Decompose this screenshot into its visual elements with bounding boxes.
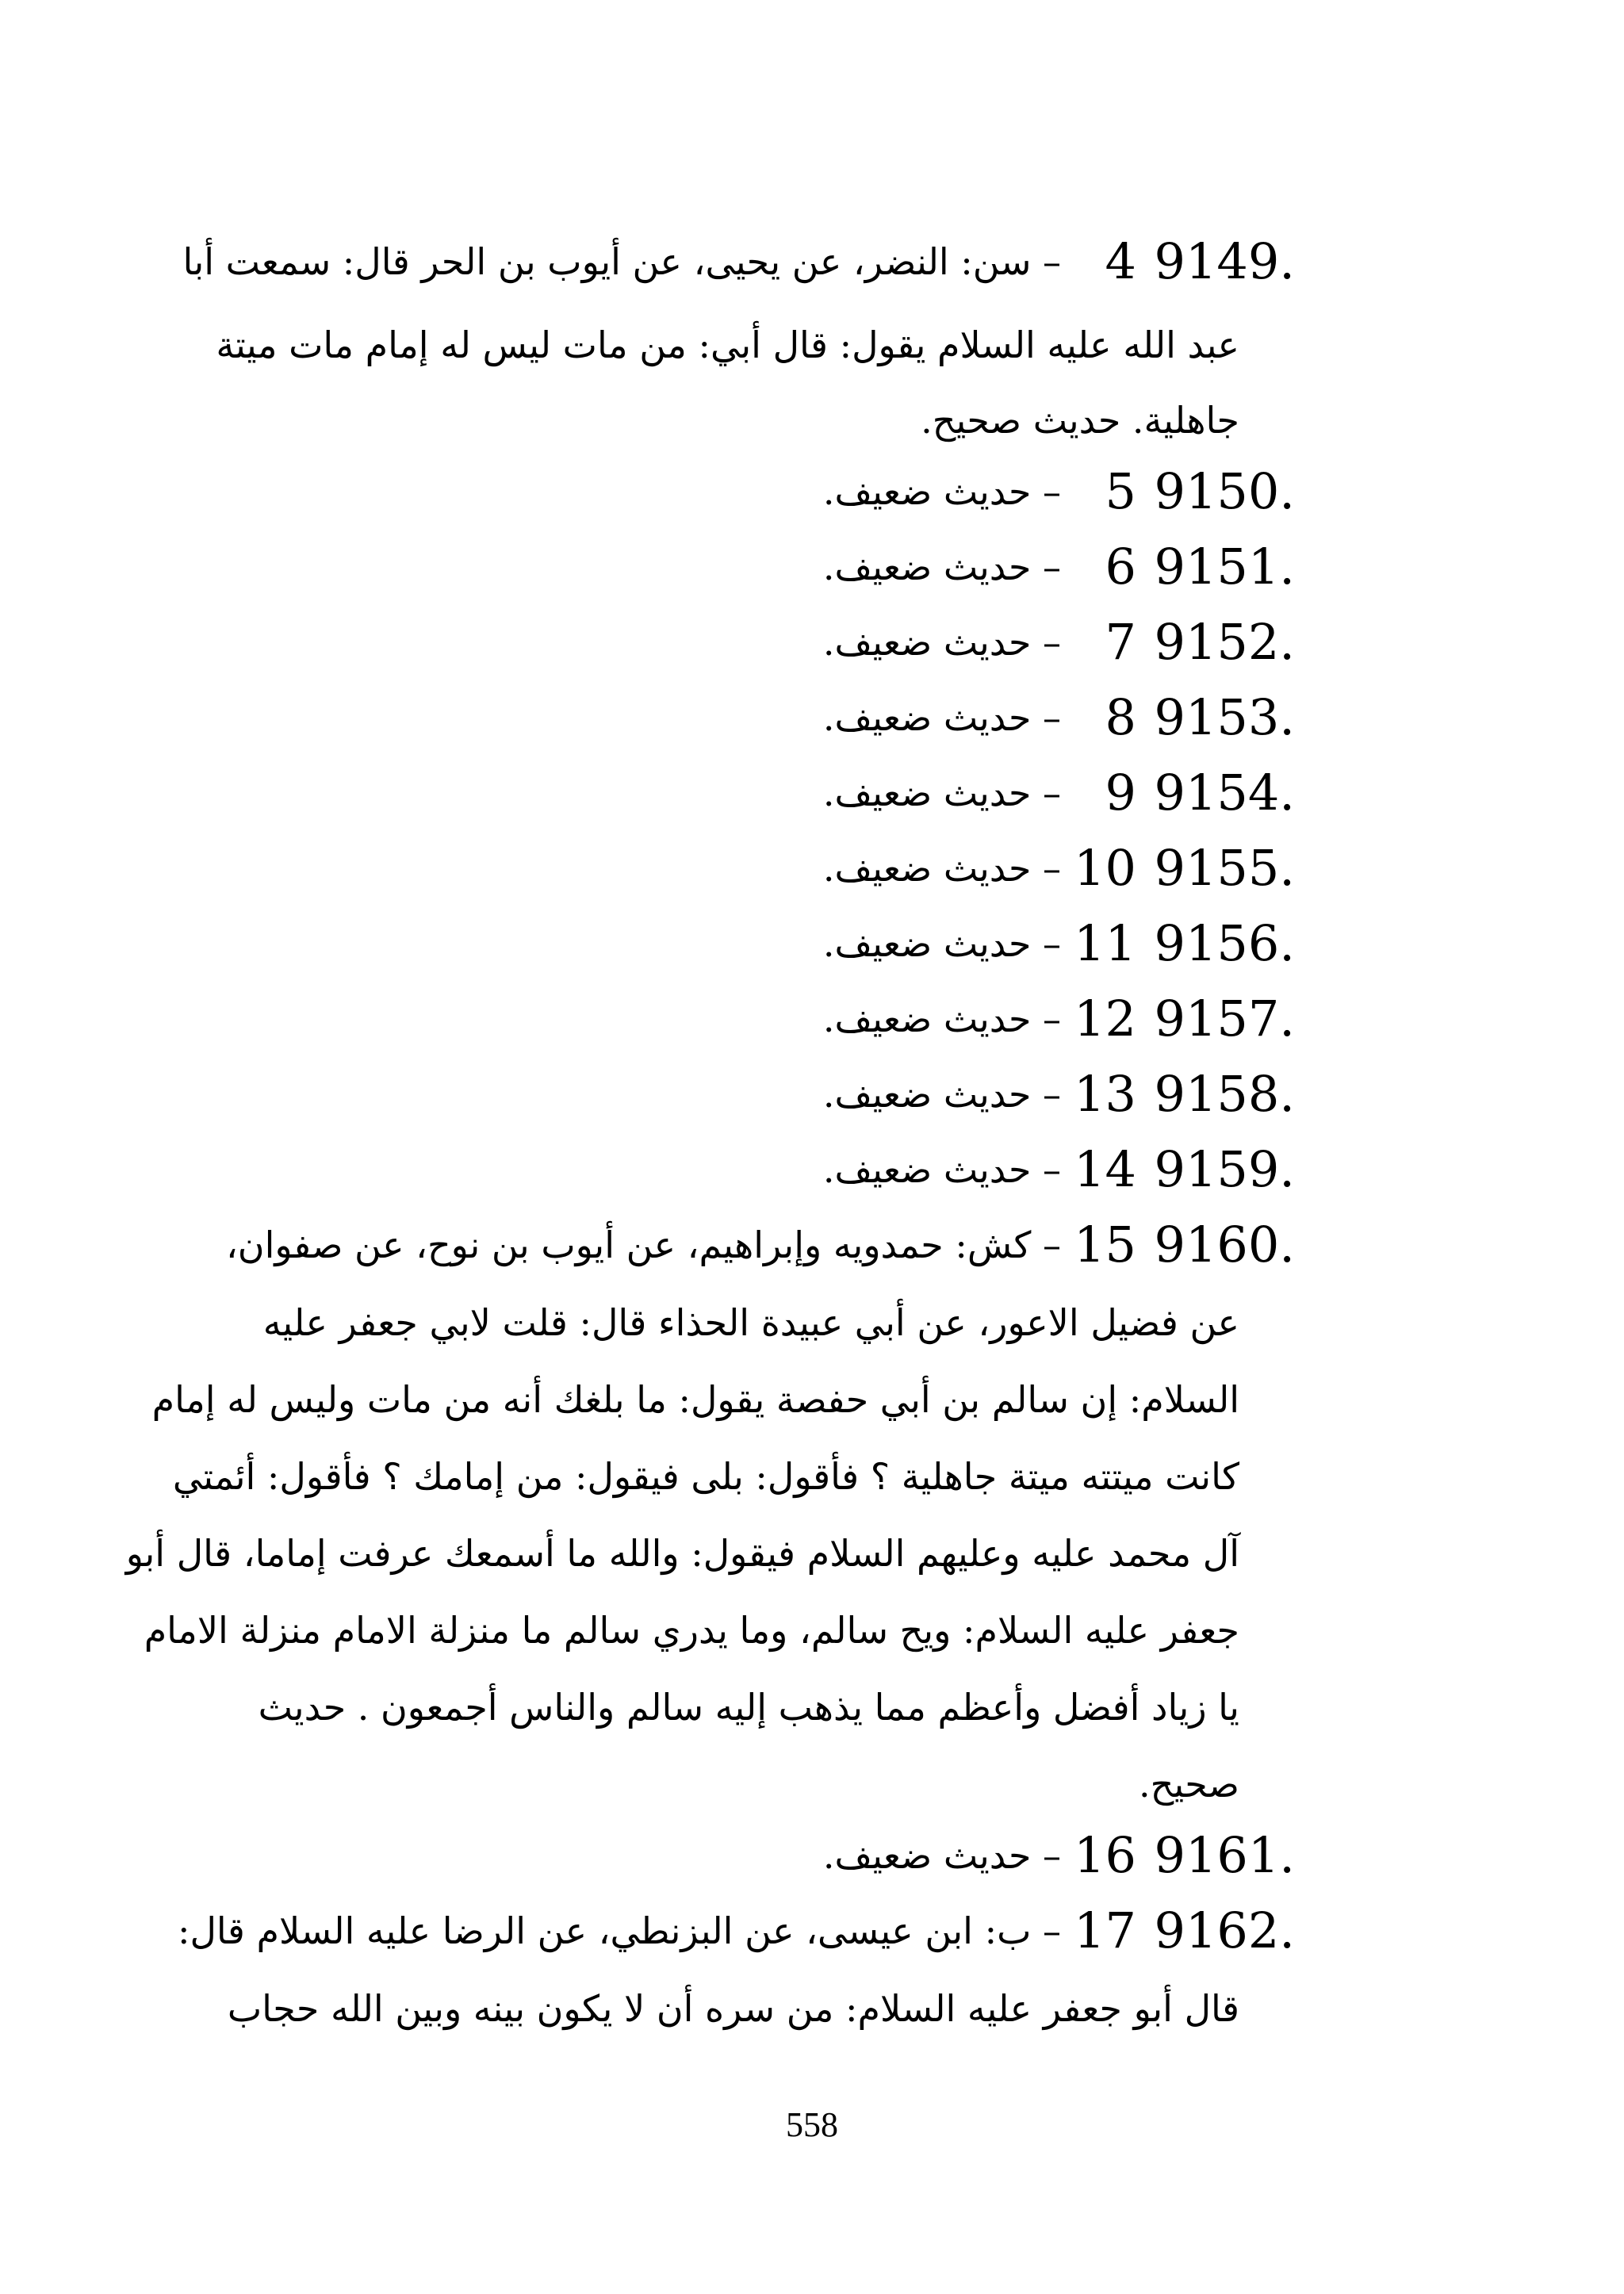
entry-text: – حديث ضعيف. (822, 1073, 1061, 1116)
entry-subnumber: 16 (1074, 1826, 1136, 1884)
entry-number: 9162. (1154, 1901, 1295, 1959)
entry-continuation: جاهلية. حديث صحيح. (921, 399, 1239, 442)
page-number: 558 (786, 2105, 838, 2144)
entry-continuation: يا زياد أفضل وأعظم مما يذهب إليه سالم والناس أجمعون . حديث (258, 1686, 1239, 1729)
entry-text: – كش: حمدويه وإبراهيم، عن أيوب بن نوح، عن صفوان، (225, 1224, 1061, 1266)
entry-number: 9156. (1154, 914, 1295, 972)
entry-number: 9149. (1154, 232, 1295, 290)
entry-number: 9158. (1154, 1065, 1295, 1123)
entry-subnumber: 17 (1074, 1901, 1136, 1959)
entry-continuation: عبد الله عليه السلام يقول: قال أبي: من مات ليس له إمام مات ميتة (216, 324, 1239, 366)
entry-subnumber: 12 (1074, 990, 1136, 1047)
entry-text: – سن: النضر، عن يحيى، عن أيوب بن الحر قال: سمعت أبا (182, 240, 1061, 283)
entry-number: 9151. (1154, 538, 1295, 596)
entry-continuation: صحيح. (1139, 1763, 1239, 1806)
entry-text: – حديث ضعيف. (822, 922, 1061, 965)
entry-number: 9160. (1154, 1216, 1295, 1273)
entry-number: 9161. (1154, 1826, 1295, 1884)
entry-text: – حديث ضعيف. (822, 1834, 1061, 1877)
entry-subnumber: 13 (1074, 1065, 1136, 1123)
entry-text: – حديث ضعيف. (822, 621, 1061, 664)
entry-number: 9150. (1154, 462, 1295, 520)
entry-subnumber: 14 (1074, 1140, 1136, 1198)
entry-number: 9159. (1154, 1140, 1295, 1198)
entry-subnumber: 11 (1074, 914, 1136, 972)
entry-continuation: كانت ميتته ميتة جاهلية ؟ فأقول: بلى فيقول: من إمامك ؟ فأقول: أئمتي (172, 1455, 1239, 1498)
entry-continuation: السلام: إن سالم بن أبي حفصة يقول: ما بلغك أنه من مات وليس له إمام (151, 1378, 1239, 1421)
entry-subnumber: 9 (1105, 764, 1136, 821)
entry-text: – حديث ضعيف. (822, 546, 1061, 588)
entry-text: – حديث ضعيف. (822, 1148, 1061, 1191)
entry-continuation: آل محمد عليه وعليهم السلام فيقول: والله ما أسمعك عرفت إماما، قال أبو (125, 1532, 1239, 1575)
entry-continuation: قال أبو جعفر عليه السلام: من سره أن لا يكون بينه وبين الله حجاب (227, 1987, 1239, 2030)
entry-subnumber: 7 (1105, 613, 1136, 671)
entry-number: 9154. (1154, 764, 1295, 821)
entry-text: – حديث ضعيف. (822, 470, 1061, 513)
entry-subnumber: 8 (1105, 688, 1136, 746)
entry-text: – حديث ضعيف. (822, 847, 1061, 890)
entry-subnumber: 6 (1105, 538, 1136, 596)
entry-subnumber: 4 (1105, 232, 1136, 290)
entry-number: 9153. (1154, 688, 1295, 746)
entry-continuation: جعفر عليه السلام: ويح سالم، وما يدري سالم ما منزلة الامام منزلة الامام (144, 1609, 1239, 1652)
entry-text: – ب: ابن عيسى، عن البزنطي، عن الرضا عليه السلام قال: (177, 1909, 1061, 1952)
entry-number: 9155. (1154, 839, 1295, 897)
entry-number: 9157. (1154, 990, 1295, 1047)
entry-subnumber: 10 (1074, 839, 1136, 897)
entry-subnumber: 5 (1105, 462, 1136, 520)
entry-text: – حديث ضعيف. (822, 998, 1061, 1040)
entry-continuation: عن فضيل الاعور، عن أبي عبيدة الحذاء قال: قلت لابي جعفر عليه (262, 1301, 1239, 1344)
entry-text: – حديث ضعيف. (822, 772, 1061, 814)
entry-text: – حديث ضعيف. (822, 696, 1061, 739)
entry-number: 9152. (1154, 613, 1295, 671)
entry-subnumber: 15 (1074, 1216, 1136, 1273)
